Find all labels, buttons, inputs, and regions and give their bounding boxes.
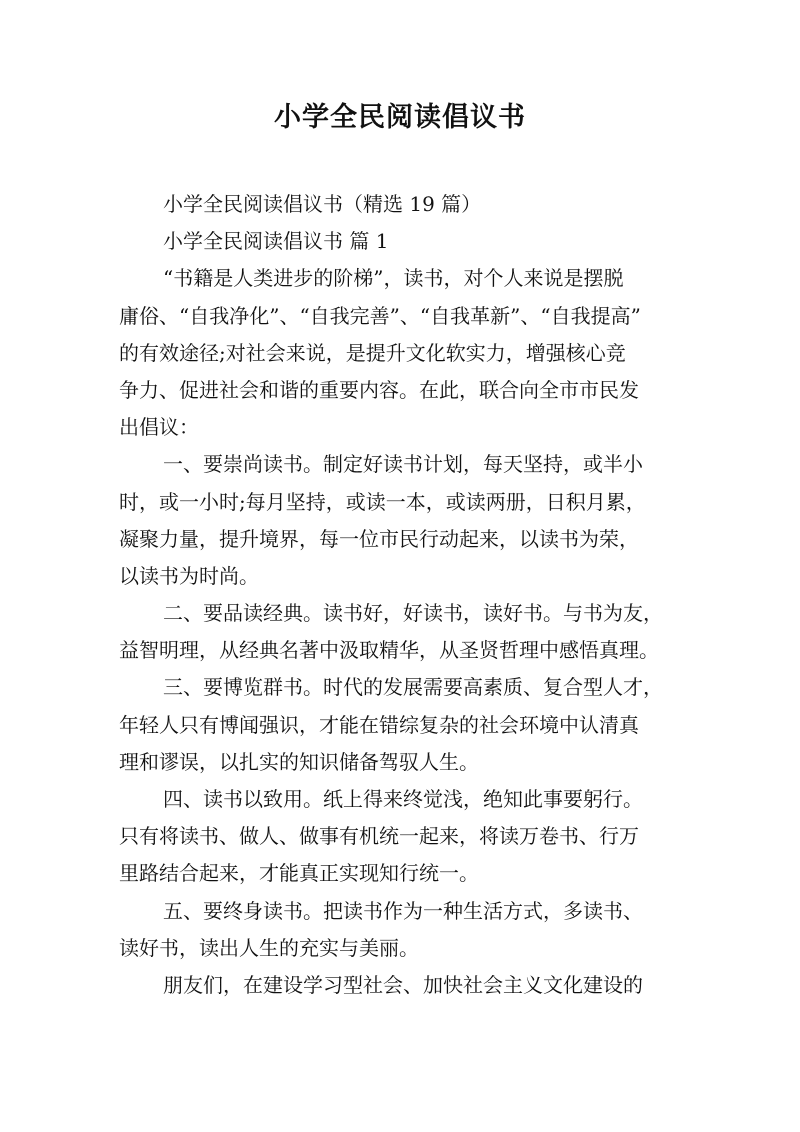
body-line: 理和谬误，以扎实的知识储备驾驭人生。	[119, 749, 479, 774]
body-line: 庸俗、“自我净化”、“自我完善”、“自我革新”、“自我提高”	[119, 303, 641, 328]
body-line: 出倡议：	[119, 415, 199, 440]
body-line: 的有效途径;对社会来说，是提升文化软实力，增强核心竞	[119, 340, 626, 365]
body-line: 里路结合起来，才能真正实现知行统一。	[119, 861, 479, 886]
body-line: 四、读书以致用。纸上得来终觉浅，绝知此事要躬行。	[163, 787, 643, 811]
body-line: 五、要终身读书。把读书作为一种生活方式，多读书、	[163, 898, 643, 923]
body-line: 凝聚力量，提升境界，每一位市民行动起来，以读书为荣，	[119, 526, 639, 551]
body-line: 三、要博览群书。时代的发展需要高素质、复合型人才，	[163, 675, 663, 700]
body-line: 读好书，读出人生的充实与美丽。	[119, 935, 419, 960]
body-line: “书籍是人类进步的阶梯”，读书，对个人来说是摆脱	[163, 266, 624, 291]
page-title: 小学全民阅读倡议书	[274, 102, 526, 133]
body-line: 益智明理，从经典名著中汲取精华，从圣贤哲理中感悟真理。	[119, 638, 659, 663]
body-line: 二、要品读经典。读书好，好读书，读好书。与书为友，	[163, 601, 663, 626]
document-subtitle: 小学全民阅读倡议书（精选 19 篇）	[163, 192, 482, 216]
body-line: 时，或一小时;每月坚持，或读一本，或读两册，日积月累，	[119, 489, 646, 514]
document-body	[119, 186, 691, 1004]
section-heading: 小学全民阅读倡议书 篇 1	[163, 229, 389, 254]
body-line: 以读书为时尚。	[119, 563, 259, 588]
body-line: 争力、促进社会和谐的重要内容。在此，联合向全市市民发	[119, 377, 639, 402]
body-line: 年轻人只有博闻强识，才能在错综复杂的社会环境中认清真	[119, 712, 639, 737]
body-text	[119, 260, 691, 1004]
body-line: 只有将读书、做人、做事有机统一起来，将读万卷书、行万	[119, 824, 639, 849]
body-line: 一、要崇尚读书。制定好读书计划，每天坚持，或半小	[163, 452, 643, 477]
body-line: 朋友们，在建设学习型社会、加快社会主义文化建设的	[163, 972, 643, 997]
